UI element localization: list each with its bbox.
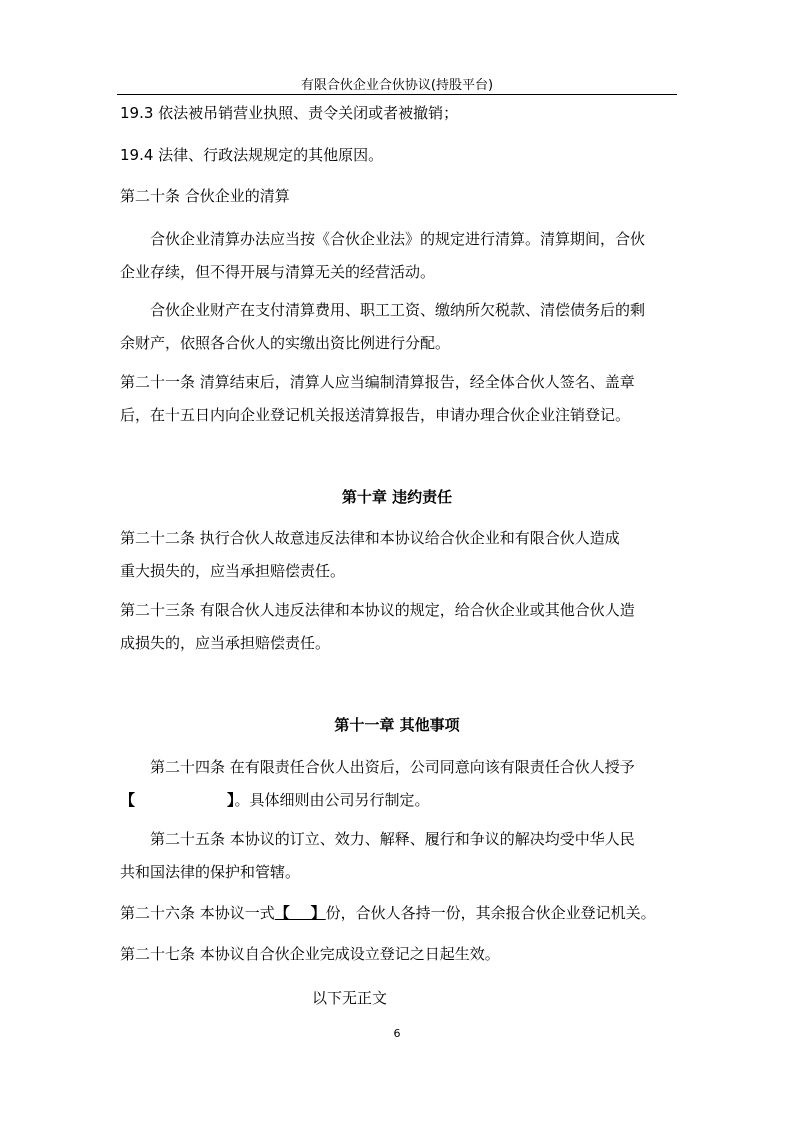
blank-bracket-open: 【 (120, 791, 136, 809)
article-22-line1: 第二十二条 执行合伙人故意违反法律和本协议给合伙企业和有限合伙人造成 (120, 529, 620, 547)
blank-bracket-close: 】 (227, 791, 235, 809)
article-25-line1: 第二十五条 本协议的订立、效力、解释、履行和争议的解决均受中华人民 (150, 830, 635, 848)
copies-blank: 【 】 (274, 904, 326, 922)
article-20-para1-line2: 企业存续，但不得开展与清算无关的经营活动。 (120, 263, 436, 281)
article-23-line1: 第二十三条 有限合伙人违反法律和本协议的规定，给合伙企业或其他合伙人造 (120, 601, 635, 619)
article-20-para2-line2: 余财产，依照各合伙人的实缴出资比例进行分配。 (120, 334, 451, 352)
article-24-line2-text: 。具体细则由公司另行制定。 (234, 791, 430, 809)
header-divider (117, 94, 677, 95)
chapter-11-heading: 第十一章 其他事项 (334, 716, 460, 734)
article-26 (120, 903, 656, 923)
article-26-suffix: 份，合伙人各持一份，其余报合伙企业登记机关。 (325, 904, 656, 922)
article-25-line2: 共和国法律的保护和管辖。 (120, 863, 301, 881)
page-number: 6 (393, 1027, 401, 1040)
end-of-text-note: 以下无正文 (312, 989, 388, 1007)
article-24-line2 (120, 790, 430, 810)
article-21-line1: 第二十一条 清算结束后，清算人应当编制清算报告，经全体合伙人签名、盖章 (120, 373, 635, 391)
article-20-para1-line1: 合伙企业清算办法应当按《合伙企业法》的规定进行清算。清算期间，合伙 (150, 230, 646, 248)
running-header: 有限合伙企业合伙协议(持股平台) (300, 78, 494, 93)
clause-19-4: 19.4 法律、行政法规规定的其他原因。 (120, 146, 384, 164)
article-20-title: 第二十条 合伙企业的清算 (120, 187, 290, 205)
clause-19-3: 19.3 依法被吊销营业执照、责令关闭或者被撤销； (120, 104, 459, 122)
article-27: 第二十七条 本协议自合伙企业完成设立登记之日起生效。 (120, 945, 500, 963)
article-21-line2: 后，在十五日内向企业登记机关报送清算报告，申请办理合伙企业注销登记。 (120, 406, 631, 424)
article-26-prefix: 第二十六条 本协议一式 (120, 904, 275, 922)
chapter-10-heading: 第十章 违约责任 (341, 488, 453, 506)
article-20-para2-line1: 合伙企业财产在支付清算费用、职工工资、缴纳所欠税款、清偿债务后的剩 (150, 301, 646, 319)
article-23-line2: 成损失的，应当承担赔偿责任。 (120, 634, 331, 652)
article-22-line2: 重大损失的，应当承担赔偿责任。 (120, 562, 346, 580)
article-24-line1: 第二十四条 在有限责任合伙人出资后，公司同意向该有限责任合伙人授予 (150, 758, 635, 776)
